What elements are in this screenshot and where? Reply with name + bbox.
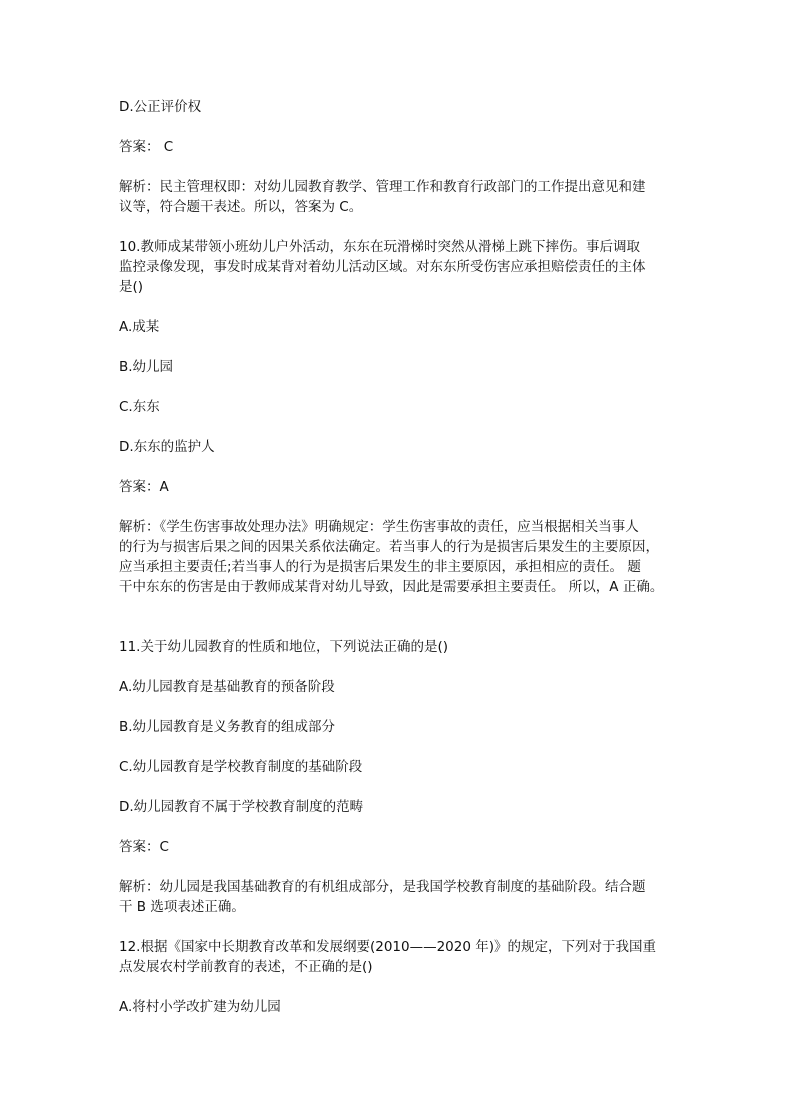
q9-option-d: D.公正评价权 <box>119 99 202 115</box>
q11-analysis-line-2: 干 B 选项表述正确。 <box>119 899 245 915</box>
q10-option-c: C.东东 <box>119 399 160 415</box>
q12-question-line-2: 点发展农村学前教育的表述，不正确的是() <box>119 959 373 975</box>
q9-analysis-line-2: 议等，符合题干表述。所以，答案为 C。 <box>119 199 363 215</box>
q10-option-d: D.东东的监护人 <box>119 439 215 455</box>
q11-option-b: B.幼儿园教育是义务教育的组成部分 <box>119 719 336 735</box>
q10-option-b: B.幼儿园 <box>119 359 174 375</box>
q10-answer: 答案：A <box>119 479 169 495</box>
q10-option-a: A.成某 <box>119 319 160 335</box>
q10-question-line-1: 10.教师成某带领小班幼儿户外活动，东东在玩滑梯时突然从滑梯上跳下摔伤。事后调取 <box>119 239 640 255</box>
q12-option-a: A.将村小学改扩建为幼儿园 <box>119 999 281 1015</box>
q10-analysis-line-3: 应当承担主要责任;若当事人的行为是损害后果发生的非主要原因，承担相应的责任。 题 <box>119 559 641 575</box>
q11-answer: 答案：C <box>119 839 169 855</box>
q10-analysis-line-2: 的行为与损害后果之间的因果关系依法确定。若当事人的行为是损害后果发生的主要原因， <box>119 539 659 555</box>
q10-question-line-2: 监控录像发现，事发时成某背对着幼儿活动区域。对东东所受伤害应承担赔偿责任的主体 <box>119 259 646 275</box>
q11-option-d: D.幼儿园教育不属于学校教育制度的范畴 <box>119 799 364 815</box>
q10-question-line-3: 是() <box>119 279 144 295</box>
q11-option-a: A.幼儿园教育是基础教育的预备阶段 <box>119 679 335 695</box>
q11-analysis-line-1: 解析：幼儿园是我国基础教育的有机组成部分，是我国学校教育制度的基础阶段。结合题 <box>119 879 646 895</box>
q10-analysis-line-1: 解析：《学生伤害事故处理办法》明确规定：学生伤害事故的责任，应当根据相关当事人 <box>119 519 639 535</box>
q10-analysis-line-4: 干中东东的伤害是由于教师成某背对幼儿导致，因此是需要承担主要责任。 所以，A 正确。 <box>119 579 664 595</box>
q12-question-line-1: 12.根据《国家中长期教育改革和发展纲要(2010——2020 年)》的规定，下列对于我国重 <box>119 939 657 955</box>
q9-analysis-line-1: 解析：民主管理权即：对幼儿园教育教学、管理工作和教育行政部门的工作提出意见和建 <box>119 179 646 195</box>
q11-question: 11.关于幼儿园教育的性质和地位，下列说法正确的是() <box>119 639 449 655</box>
q9-answer: 答案： C <box>119 139 174 155</box>
q11-option-c: C.幼儿园教育是学校教育制度的基础阶段 <box>119 759 363 775</box>
